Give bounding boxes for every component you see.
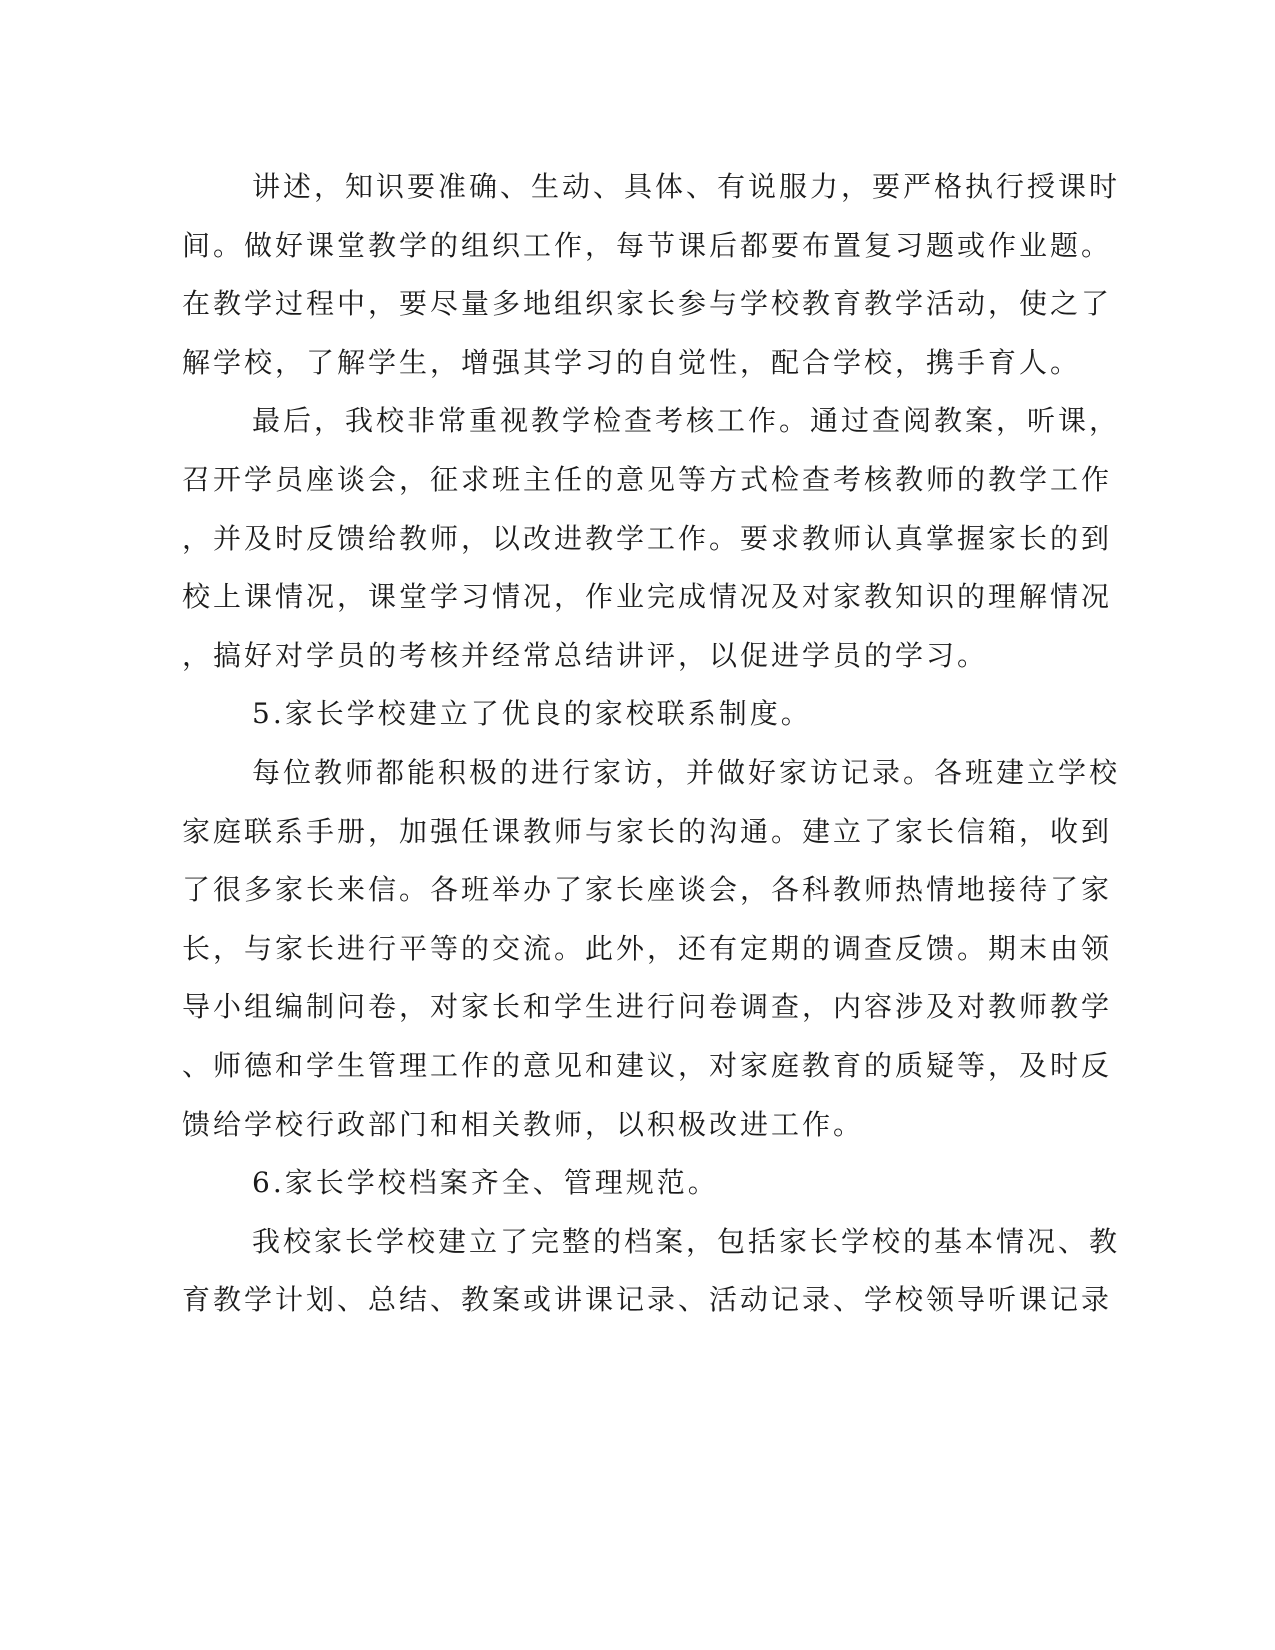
text-line: 召开学员座谈会，征求班主任的意见等方式检查考核教师的教学工作: [182, 462, 1113, 496]
text-line: 校上课情况，课堂学习情况，作业完成情况及对家教知识的理解情况: [182, 580, 1113, 614]
text-line: 5.家长学校建立了优良的家校联系制度。: [252, 697, 812, 731]
text-line: 了很多家长来信。各班举办了家长座谈会，各科教师热情地接待了家: [182, 873, 1113, 907]
document-body: [182, 158, 1121, 1330]
text-line: 6.家长学校档案齐全、管理规范。: [252, 1166, 719, 1200]
text-line: 馈给学校行政部门和相关教师，以积极改进工作。: [182, 1107, 865, 1141]
text-line: 最后，我校非常重视教学检查考核工作。通过查阅教案，听课，: [252, 404, 1121, 438]
text-line: ，搞好对学员的考核并经常总结讲评，以促进学员的学习。: [182, 638, 989, 672]
text-line: 长，与家长进行平等的交流。此外，还有定期的调查反馈。期末由领: [182, 931, 1113, 965]
text-line: 每位教师都能积极的进行家访，并做好家访记录。各班建立学校: [252, 755, 1121, 789]
text-line: 讲述，知识要准确、生动、具体、有说服力，要严格执行授课时: [252, 170, 1121, 203]
text-line: 在教学过程中，要尽量多地组织家长参与学校教育教学活动，使之了: [182, 287, 1113, 321]
text-line: 家庭联系手册，加强任课教师与家长的沟通。建立了家长信箱，收到: [182, 814, 1113, 848]
text-line: 间。做好课堂教学的组织工作，每节课后都要布置复习题或作业题。: [182, 228, 1113, 262]
text-line: ，并及时反馈给教师，以改进教学工作。要求教师认真掌握家长的到: [182, 521, 1113, 555]
text-line: 、师德和学生管理工作的意见和建议，对家庭教育的质疑等，及时反: [182, 1048, 1113, 1082]
text-line: 导小组编制问卷，对家长和学生进行问卷调查，内容涉及对教师教学: [182, 990, 1113, 1024]
text-line: 我校家长学校建立了完整的档案，包括家长学校的基本情况、教: [252, 1224, 1121, 1258]
text-line: 育教学计划、总结、教案或讲课记录、活动记录、学校领导听课记录: [182, 1283, 1113, 1317]
text-line: 解学校，了解学生，增强其学习的自觉性，配合学校，携手育人。: [182, 345, 1082, 379]
